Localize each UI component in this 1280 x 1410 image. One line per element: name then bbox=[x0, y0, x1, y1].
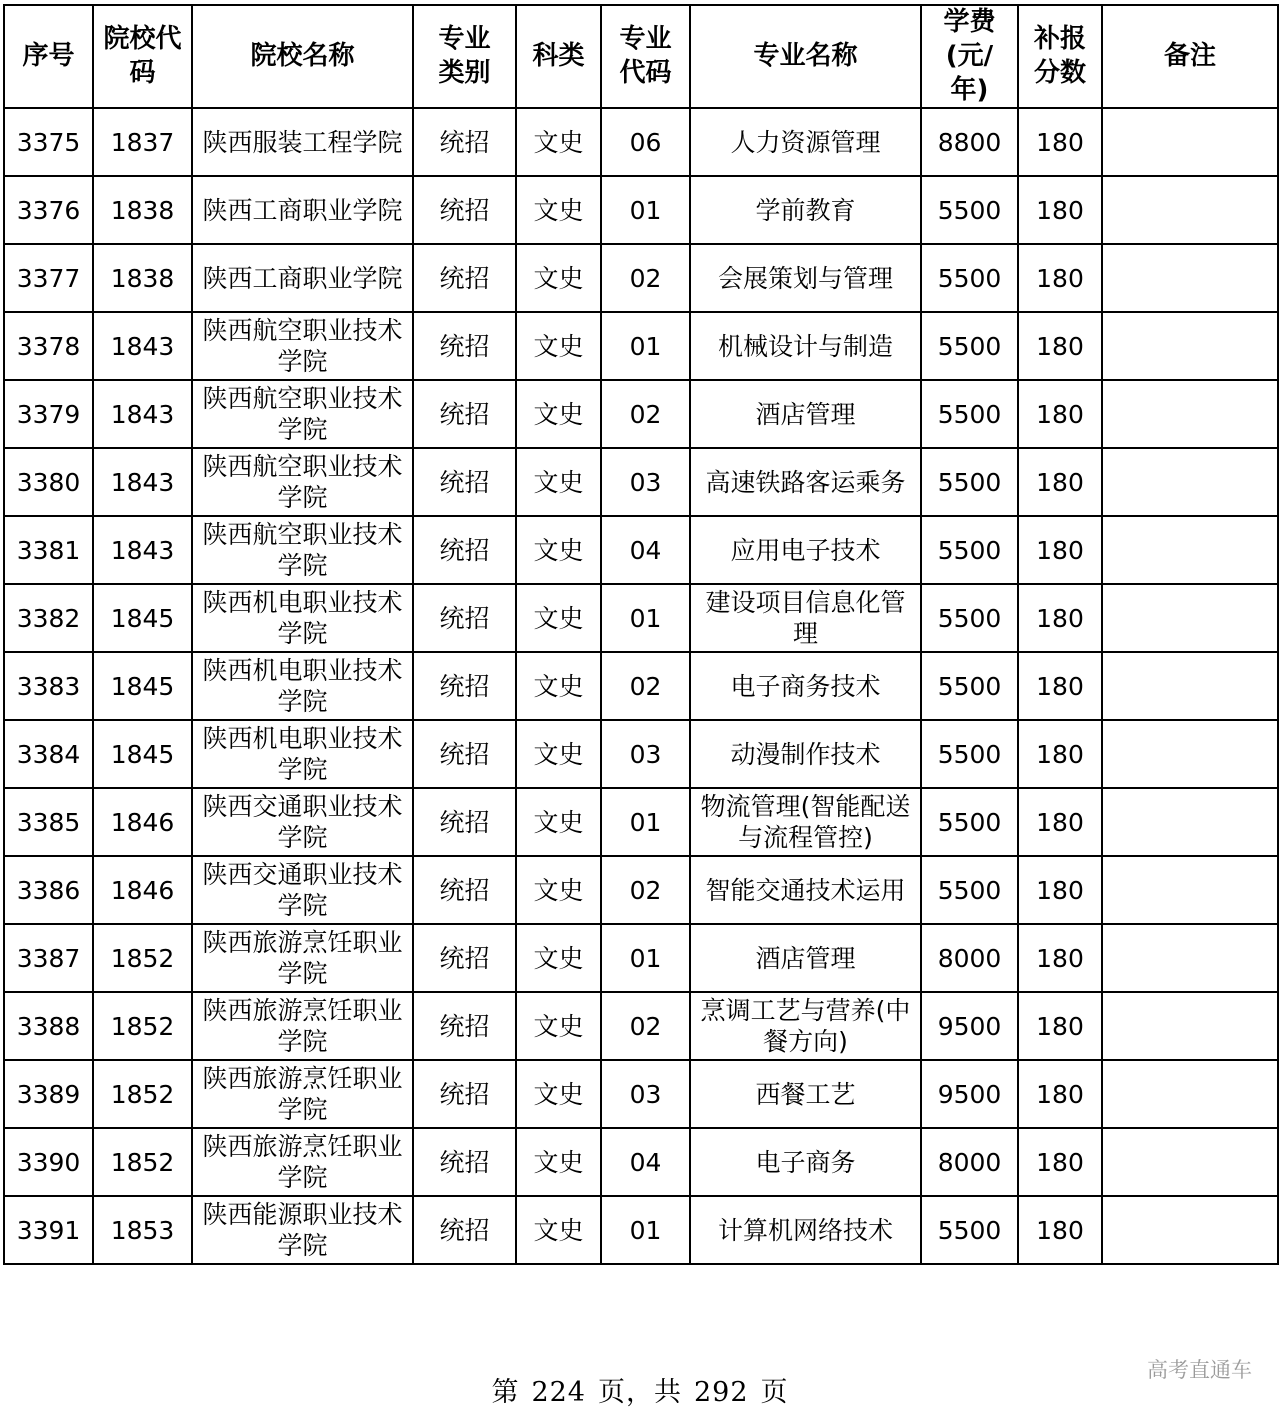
cell-remarks bbox=[1102, 856, 1278, 924]
cell-major-code: 02 bbox=[601, 992, 690, 1060]
cell-tuition: 9500 bbox=[921, 992, 1018, 1060]
cell-major-code: 03 bbox=[601, 448, 690, 516]
page-footer bbox=[0, 1370, 1280, 1409]
cell-school-name: 陕西机电职业技术学院 bbox=[192, 720, 413, 788]
cell-subject-type: 文史 bbox=[516, 1060, 601, 1128]
admission-table bbox=[3, 4, 1279, 1265]
cell-remarks bbox=[1102, 380, 1278, 448]
cell-major-name: 物流管理(智能配送与流程管控) bbox=[690, 788, 921, 856]
cell-school-name: 陕西旅游烹饪职业学院 bbox=[192, 1060, 413, 1128]
table-row bbox=[4, 176, 1278, 244]
cell-major-name: 会展策划与管理 bbox=[690, 244, 921, 312]
cell-school-name: 陕西交通职业技术学院 bbox=[192, 856, 413, 924]
header-text: 科类 bbox=[532, 40, 585, 71]
table-row bbox=[4, 1196, 1278, 1264]
cell-major-name: 西餐工艺 bbox=[690, 1060, 921, 1128]
cell-tuition: 8800 bbox=[921, 108, 1018, 176]
cell-subject-type: 文史 bbox=[516, 312, 601, 380]
cell-school-name: 陕西航空职业技术学院 bbox=[192, 516, 413, 584]
table-row bbox=[4, 1060, 1278, 1128]
cell-supplementary-score: 180 bbox=[1018, 924, 1102, 992]
cell-supplementary-score: 180 bbox=[1018, 788, 1102, 856]
cell-major-code: 02 bbox=[601, 652, 690, 720]
cell-supplementary-score: 180 bbox=[1018, 244, 1102, 312]
cell-major-name: 机械设计与制造 bbox=[690, 312, 921, 380]
table-row bbox=[4, 788, 1278, 856]
cell-major-name: 酒店管理 bbox=[690, 924, 921, 992]
cell-school-code: 1837 bbox=[93, 108, 192, 176]
cell-tuition: 5500 bbox=[921, 652, 1018, 720]
cell-major-name: 酒店管理 bbox=[690, 380, 921, 448]
cell-school-code: 1843 bbox=[93, 516, 192, 584]
watermark: 高考直通车 bbox=[1147, 1358, 1252, 1382]
cell-subject-type: 文史 bbox=[516, 720, 601, 788]
cell-school-code: 1852 bbox=[93, 992, 192, 1060]
cell-major-code: 02 bbox=[601, 380, 690, 448]
footer-mid: 页，共 bbox=[598, 1377, 682, 1408]
header-text: 分数 bbox=[1033, 57, 1086, 88]
cell-major-name: 智能交通技术运用 bbox=[690, 856, 921, 924]
cell-major-code: 01 bbox=[601, 788, 690, 856]
cell-tuition: 9500 bbox=[921, 1060, 1018, 1128]
cell-serial-no: 3385 bbox=[4, 788, 93, 856]
cell-supplementary-score: 180 bbox=[1018, 448, 1102, 516]
cell-serial-no: 3386 bbox=[4, 856, 93, 924]
header-text: 学费 bbox=[943, 7, 996, 37]
cell-remarks bbox=[1102, 788, 1278, 856]
cell-supplementary-score: 180 bbox=[1018, 1196, 1102, 1264]
header-subject-type bbox=[516, 5, 601, 108]
cell-major-category: 统招 bbox=[413, 788, 516, 856]
header-text: 序号 bbox=[22, 40, 75, 71]
cell-subject-type: 文史 bbox=[516, 516, 601, 584]
cell-supplementary-score: 180 bbox=[1018, 312, 1102, 380]
cell-major-name: 计算机网络技术 bbox=[690, 1196, 921, 1264]
cell-remarks bbox=[1102, 244, 1278, 312]
footer-suffix: 页 bbox=[760, 1377, 789, 1408]
table-row bbox=[4, 652, 1278, 720]
table-row bbox=[4, 584, 1278, 652]
cell-subject-type: 文史 bbox=[516, 1128, 601, 1196]
cell-serial-no: 3376 bbox=[4, 176, 93, 244]
cell-major-category: 统招 bbox=[413, 584, 516, 652]
cell-major-category: 统招 bbox=[413, 1128, 516, 1196]
cell-supplementary-score: 180 bbox=[1018, 176, 1102, 244]
header-supplementary-score bbox=[1018, 5, 1102, 108]
cell-major-name: 烹调工艺与营养(中餐方向) bbox=[690, 992, 921, 1060]
cell-tuition: 5500 bbox=[921, 788, 1018, 856]
cell-major-category: 统招 bbox=[413, 720, 516, 788]
cell-remarks bbox=[1102, 584, 1278, 652]
cell-subject-type: 文史 bbox=[516, 108, 601, 176]
cell-remarks bbox=[1102, 924, 1278, 992]
cell-tuition: 5500 bbox=[921, 856, 1018, 924]
cell-major-category: 统招 bbox=[413, 856, 516, 924]
cell-serial-no: 3379 bbox=[4, 380, 93, 448]
cell-supplementary-score: 180 bbox=[1018, 380, 1102, 448]
cell-school-name: 陕西旅游烹饪职业学院 bbox=[192, 992, 413, 1060]
cell-school-code: 1838 bbox=[93, 176, 192, 244]
cell-major-category: 统招 bbox=[413, 992, 516, 1060]
header-text: (元/ bbox=[945, 40, 994, 71]
cell-serial-no: 3387 bbox=[4, 924, 93, 992]
cell-major-category: 统招 bbox=[413, 516, 516, 584]
cell-major-code: 02 bbox=[601, 244, 690, 312]
cell-major-category: 统招 bbox=[413, 1196, 516, 1264]
cell-major-name: 建设项目信息化管理 bbox=[690, 584, 921, 652]
cell-serial-no: 3389 bbox=[4, 1060, 93, 1128]
table-row bbox=[4, 856, 1278, 924]
cell-serial-no: 3378 bbox=[4, 312, 93, 380]
cell-subject-type: 文史 bbox=[516, 924, 601, 992]
footer-prefix: 第 bbox=[491, 1377, 520, 1408]
table-row bbox=[4, 720, 1278, 788]
cell-serial-no: 3375 bbox=[4, 108, 93, 176]
cell-subject-type: 文史 bbox=[516, 1196, 601, 1264]
header-text: 年) bbox=[950, 74, 989, 105]
cell-subject-type: 文史 bbox=[516, 584, 601, 652]
table-row bbox=[4, 244, 1278, 312]
cell-major-code: 04 bbox=[601, 516, 690, 584]
cell-major-category: 统招 bbox=[413, 1060, 516, 1128]
cell-tuition: 5500 bbox=[921, 380, 1018, 448]
cell-remarks bbox=[1102, 516, 1278, 584]
cell-major-code: 01 bbox=[601, 584, 690, 652]
header-remarks bbox=[1102, 5, 1278, 108]
header-school-name bbox=[192, 5, 413, 108]
cell-school-code: 1853 bbox=[93, 1196, 192, 1264]
header-text: 备注 bbox=[1163, 40, 1216, 71]
cell-major-code: 01 bbox=[601, 1196, 690, 1264]
cell-major-code: 01 bbox=[601, 176, 690, 244]
cell-school-name: 陕西工商职业学院 bbox=[192, 244, 413, 312]
header-text: 专业 bbox=[619, 23, 672, 54]
cell-serial-no: 3382 bbox=[4, 584, 93, 652]
cell-major-category: 统招 bbox=[413, 924, 516, 992]
header-text: 补报 bbox=[1033, 23, 1086, 54]
cell-tuition: 5500 bbox=[921, 244, 1018, 312]
cell-remarks bbox=[1102, 720, 1278, 788]
cell-tuition: 8000 bbox=[921, 1128, 1018, 1196]
cell-remarks bbox=[1102, 176, 1278, 244]
header-major-code bbox=[601, 5, 690, 108]
header-tuition bbox=[921, 5, 1018, 108]
cell-school-name: 陕西交通职业技术学院 bbox=[192, 788, 413, 856]
cell-tuition: 5500 bbox=[921, 516, 1018, 584]
cell-supplementary-score: 180 bbox=[1018, 856, 1102, 924]
cell-major-category: 统招 bbox=[413, 448, 516, 516]
header-text: 专业名称 bbox=[753, 40, 858, 71]
cell-supplementary-score: 180 bbox=[1018, 652, 1102, 720]
cell-remarks bbox=[1102, 448, 1278, 516]
cell-tuition: 5500 bbox=[921, 720, 1018, 788]
table-row bbox=[4, 312, 1278, 380]
header-major-name bbox=[690, 5, 921, 108]
cell-major-category: 统招 bbox=[413, 652, 516, 720]
table-row bbox=[4, 108, 1278, 176]
cell-tuition: 5500 bbox=[921, 584, 1018, 652]
cell-serial-no: 3377 bbox=[4, 244, 93, 312]
cell-major-code: 01 bbox=[601, 312, 690, 380]
cell-serial-no: 3390 bbox=[4, 1128, 93, 1196]
header-text: 类别 bbox=[438, 57, 491, 88]
cell-school-code: 1843 bbox=[93, 312, 192, 380]
cell-supplementary-score: 180 bbox=[1018, 516, 1102, 584]
cell-major-name: 动漫制作技术 bbox=[690, 720, 921, 788]
cell-school-name: 陕西旅游烹饪职业学院 bbox=[192, 1128, 413, 1196]
cell-remarks bbox=[1102, 652, 1278, 720]
cell-major-category: 统招 bbox=[413, 176, 516, 244]
cell-remarks bbox=[1102, 992, 1278, 1060]
cell-school-name: 陕西机电职业技术学院 bbox=[192, 652, 413, 720]
cell-school-code: 1843 bbox=[93, 448, 192, 516]
cell-major-name: 学前教育 bbox=[690, 176, 921, 244]
cell-subject-type: 文史 bbox=[516, 244, 601, 312]
cell-serial-no: 3380 bbox=[4, 448, 93, 516]
cell-school-code: 1846 bbox=[93, 856, 192, 924]
cell-serial-no: 3388 bbox=[4, 992, 93, 1060]
header-serial-no bbox=[4, 5, 93, 108]
cell-major-code: 06 bbox=[601, 108, 690, 176]
cell-major-name: 应用电子技术 bbox=[690, 516, 921, 584]
cell-school-name: 陕西服装工程学院 bbox=[192, 108, 413, 176]
cell-tuition: 5500 bbox=[921, 1196, 1018, 1264]
cell-school-code: 1852 bbox=[93, 924, 192, 992]
header-text: 码 bbox=[129, 57, 156, 88]
cell-subject-type: 文史 bbox=[516, 652, 601, 720]
cell-remarks bbox=[1102, 312, 1278, 380]
header-row bbox=[4, 5, 1278, 108]
cell-subject-type: 文史 bbox=[516, 856, 601, 924]
cell-major-code: 03 bbox=[601, 1060, 690, 1128]
cell-school-name: 陕西航空职业技术学院 bbox=[192, 448, 413, 516]
cell-major-category: 统招 bbox=[413, 108, 516, 176]
cell-major-code: 04 bbox=[601, 1128, 690, 1196]
cell-major-category: 统招 bbox=[413, 380, 516, 448]
cell-remarks bbox=[1102, 108, 1278, 176]
cell-major-code: 03 bbox=[601, 720, 690, 788]
cell-serial-no: 3381 bbox=[4, 516, 93, 584]
cell-subject-type: 文史 bbox=[516, 992, 601, 1060]
cell-remarks bbox=[1102, 1060, 1278, 1128]
header-text: 代码 bbox=[619, 57, 672, 88]
cell-major-code: 01 bbox=[601, 924, 690, 992]
cell-school-code: 1845 bbox=[93, 584, 192, 652]
cell-school-name: 陕西旅游烹饪职业学院 bbox=[192, 924, 413, 992]
cell-major-category: 统招 bbox=[413, 244, 516, 312]
cell-subject-type: 文史 bbox=[516, 448, 601, 516]
table-row bbox=[4, 924, 1278, 992]
cell-supplementary-score: 180 bbox=[1018, 992, 1102, 1060]
cell-school-code: 1845 bbox=[93, 652, 192, 720]
cell-school-name: 陕西航空职业技术学院 bbox=[192, 312, 413, 380]
cell-major-name: 高速铁路客运乘务 bbox=[690, 448, 921, 516]
cell-school-name: 陕西航空职业技术学院 bbox=[192, 380, 413, 448]
header-school-code bbox=[93, 5, 192, 108]
table-row bbox=[4, 448, 1278, 516]
cell-supplementary-score: 180 bbox=[1018, 108, 1102, 176]
table-row bbox=[4, 516, 1278, 584]
header-major-category bbox=[413, 5, 516, 108]
cell-major-code: 02 bbox=[601, 856, 690, 924]
total-pages-number: 292 bbox=[694, 1377, 749, 1408]
cell-school-code: 1843 bbox=[93, 380, 192, 448]
cell-major-name: 电子商务技术 bbox=[690, 652, 921, 720]
cell-supplementary-score: 180 bbox=[1018, 584, 1102, 652]
cell-supplementary-score: 180 bbox=[1018, 720, 1102, 788]
cell-school-name: 陕西机电职业技术学院 bbox=[192, 584, 413, 652]
cell-tuition: 8000 bbox=[921, 924, 1018, 992]
header-text: 院校名称 bbox=[250, 40, 355, 71]
cell-tuition: 5500 bbox=[921, 176, 1018, 244]
cell-supplementary-score: 180 bbox=[1018, 1128, 1102, 1196]
cell-major-name: 电子商务 bbox=[690, 1128, 921, 1196]
table-row bbox=[4, 380, 1278, 448]
table-row bbox=[4, 992, 1278, 1060]
table-body bbox=[4, 108, 1278, 1264]
cell-supplementary-score: 180 bbox=[1018, 1060, 1102, 1128]
cell-school-code: 1846 bbox=[93, 788, 192, 856]
cell-major-category: 统招 bbox=[413, 312, 516, 380]
cell-serial-no: 3383 bbox=[4, 652, 93, 720]
table-row bbox=[4, 1128, 1278, 1196]
cell-school-code: 1845 bbox=[93, 720, 192, 788]
cell-major-name: 人力资源管理 bbox=[690, 108, 921, 176]
cell-school-code: 1852 bbox=[93, 1128, 192, 1196]
cell-school-name: 陕西工商职业学院 bbox=[192, 176, 413, 244]
cell-school-name: 陕西能源职业技术学院 bbox=[192, 1196, 413, 1264]
header-text: 专业 bbox=[438, 23, 491, 54]
header-text: 院校代 bbox=[103, 23, 182, 54]
current-page-number: 224 bbox=[531, 1377, 586, 1408]
table-header bbox=[4, 5, 1278, 108]
cell-subject-type: 文史 bbox=[516, 176, 601, 244]
cell-subject-type: 文史 bbox=[516, 380, 601, 448]
cell-remarks bbox=[1102, 1196, 1278, 1264]
cell-school-code: 1838 bbox=[93, 244, 192, 312]
cell-subject-type: 文史 bbox=[516, 788, 601, 856]
cell-tuition: 5500 bbox=[921, 448, 1018, 516]
cell-serial-no: 3384 bbox=[4, 720, 93, 788]
cell-serial-no: 3391 bbox=[4, 1196, 93, 1264]
cell-tuition: 5500 bbox=[921, 312, 1018, 380]
cell-school-code: 1852 bbox=[93, 1060, 192, 1128]
cell-remarks bbox=[1102, 1128, 1278, 1196]
